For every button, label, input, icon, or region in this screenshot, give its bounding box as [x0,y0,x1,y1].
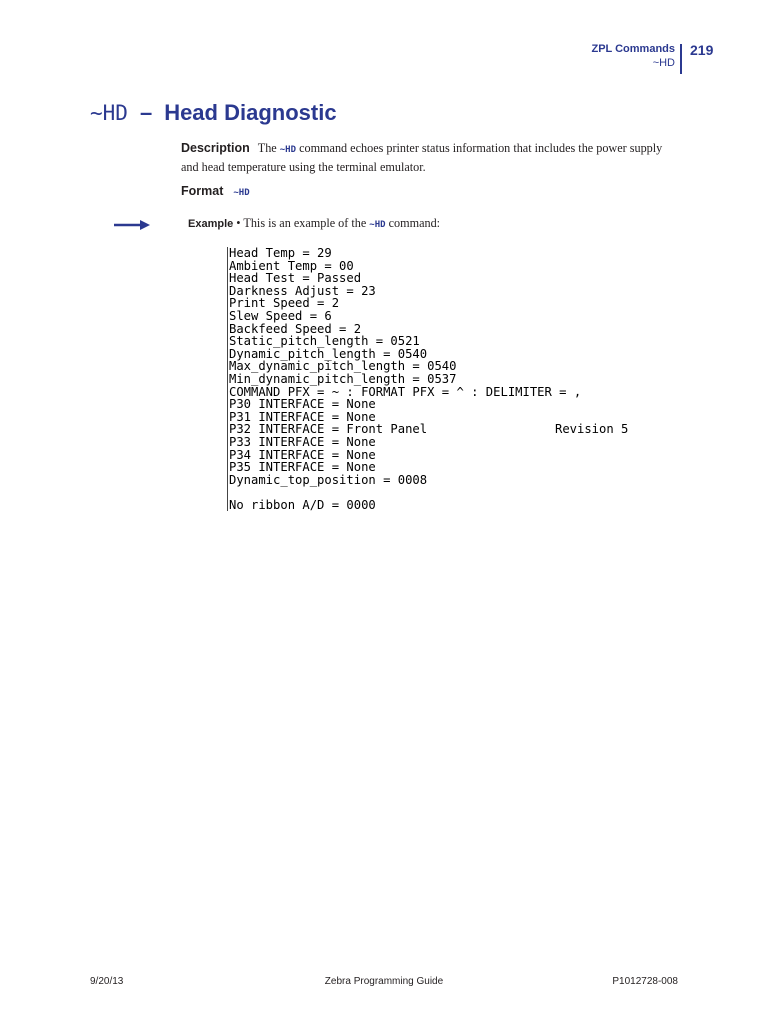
terminal-line: P33 INTERFACE = None [229,434,376,449]
terminal-line: Slew Speed = 6 [229,308,332,323]
terminal-line: Backfeed Speed = 2 [229,321,362,336]
example-code: ~HD [369,220,386,230]
terminal-output [227,247,649,511]
terminal-line: Min_dynamic_pitch_length = 0537 [229,371,457,386]
terminal-line: Max_dynamic_pitch_length = 0540 [229,359,457,374]
header-divider [680,44,682,74]
header-section: ZPL Commands [591,43,675,55]
footer-guide-title: Zebra Programming Guide [324,976,444,987]
terminal-line: P34 INTERFACE = None [229,447,376,462]
title-code: ~HD [90,101,128,125]
example-label: Example [188,218,234,230]
example-bullet: • [233,216,244,230]
right-arrow-icon [114,219,150,231]
terminal-line: Ambient Temp = 00 [229,258,354,273]
terminal-line: Darkness Adjust = 23 [229,283,376,298]
terminal-line: P30 INTERFACE = None [229,397,376,412]
terminal-line: P31 INTERFACE = None [229,409,376,424]
terminal-line: Head Temp = 29 [229,246,332,260]
description-label: Description [181,141,250,155]
terminal-line: Dynamic_pitch_length = 0540 [229,346,428,361]
format-line [181,182,250,200]
terminal-line-with-revision [229,423,649,436]
page-header [0,42,768,76]
title-name: Head Diagnostic [164,100,337,125]
terminal-line: No ribbon A/D = 0000 [229,497,376,512]
terminal-line: P35 INTERFACE = None [229,460,376,475]
revision-label: Revision 5 [555,422,629,437]
header-subsection: ~HD [652,57,675,69]
terminal-blank-line [229,486,649,499]
description [181,140,681,176]
footer-part-number: P1012728-008 [612,976,678,987]
description-code: ~HD [279,145,297,155]
page-footer [0,976,768,990]
terminal-line: P32 INTERFACE = Front Panel [229,422,428,437]
example-text-before: This is an example of the [243,216,370,230]
format-label: Format [181,184,224,198]
format-code: ~HD [233,188,250,198]
terminal-line: Print Speed = 2 [229,296,340,311]
terminal-line: Static_pitch_length = 0521 [229,334,420,349]
terminal-line: Dynamic_top_position = 0008 [229,472,428,487]
example-line [188,216,440,231]
page-number: 219 [690,42,714,58]
footer-date: 9/20/13 [90,976,124,987]
example-text-after: command: [385,216,441,230]
page-title [90,100,337,126]
description-text-before: The [257,141,280,155]
header-text [591,42,675,70]
title-dash: – [139,100,153,125]
terminal-line: Head Test = Passed [229,271,362,286]
description-text-after: command echoes printer status information that includes the power supply and head temperature using the terminal emulator. [181,141,663,174]
terminal-line: COMMAND PFX = ~ : FORMAT PFX = ^ : DELIMITER = , [229,384,582,399]
